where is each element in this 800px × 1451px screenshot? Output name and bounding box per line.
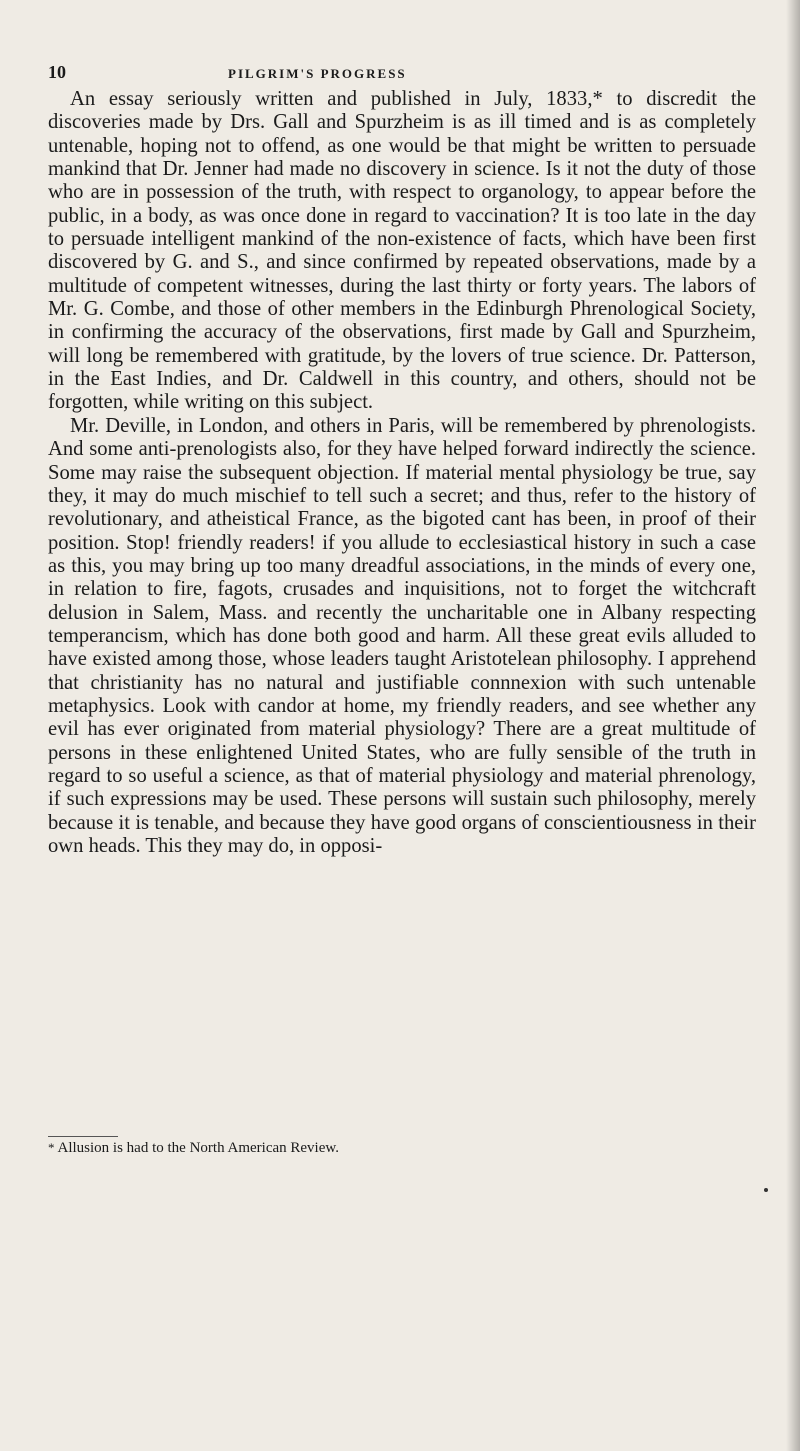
page-number: 10 — [48, 62, 66, 82]
page-edge-shadow — [786, 0, 800, 1451]
body-text — [48, 88, 756, 858]
footnote-text: Allusion is had to the North American Review. — [57, 1140, 339, 1156]
footnote-mark: * — [48, 1140, 55, 1155]
running-head: PILGRIM'S PROGRESS — [228, 66, 407, 81]
paragraph: An essay seriously written and published in July, 1833,* to discredit the discoveries made by Drs. Gall and Spurzheim is as ill timed and is as completely untenable, hoping not to offend, as one would be that might be written to persuade mankind that Dr. Jenner had made no discovery in science. Is it not the duty of those who are in possession of the truth, with respect to organology, to appear before the public, in a body, as was once done in regard to vaccination? It is too late in the day to persuade intelligent mankind of the non-existence of facts, which have been first discovered by G. and S., and since confirmed by repeated observations, made by a multitude of competent witnesses, during the last thirty or forty years. The labors of Mr. G. Combe, and those of other members in the Edinburgh Phrenological Society, in confirming the accuracy of the observations, first made by Gall and Spurzheim, will long be remembered with gratitude, by the lovers of true science. Dr. Patterson, in the East Indies, and Dr. Caldwell in this country, and others, should not be forgotten, while writing on this subject. — [48, 88, 756, 414]
paragraph: Mr. Deville, in London, and others in Paris, will be remembered by phrenologists. And some anti-prenologists also, for they have helped forward indirectly the science. Some may raise the subsequent objection. If material mental physiology be true, say they, it may do much mischief to tell such a secret; and thus, refer to the history of revolutionary, and atheistical France, as the bigoted cant has been, in proof of their position. Stop! friendly readers! if you allude to ecclesiastical history in such a case as this, you may bring up too many dreadful associations, in the minds of every one, in relation to fire, fagots, crusades and inquisitions, not to forget the witchcraft delusion in Salem, Mass. and recently the uncharitable one in Albany respecting temperancism, which has done both good and harm. All these great evils alluded to have existed among those, whose leaders taught Aristotelean philosophy. I apprehend that christianity has no natural and justifiable connnexion with such untenable metaphysics. Look with candor at home, my friendly readers, and see whether any evil has ever originated from material physiology? There are a great multitude of persons in these enlightened United States, who are fully sensible of the truth in regard to so useful a science, as that of material physiology and material phrenology, if such expressions may be used. These persons will sustain such philosophy, merely because it is tenable, and because they have good organs of conscientiousness in their own heads. This they may do, in opposi- — [48, 414, 756, 857]
ink-speck — [764, 1188, 768, 1192]
footnote — [48, 1140, 748, 1157]
footnote-divider — [48, 1136, 118, 1137]
page-header — [48, 58, 748, 88]
